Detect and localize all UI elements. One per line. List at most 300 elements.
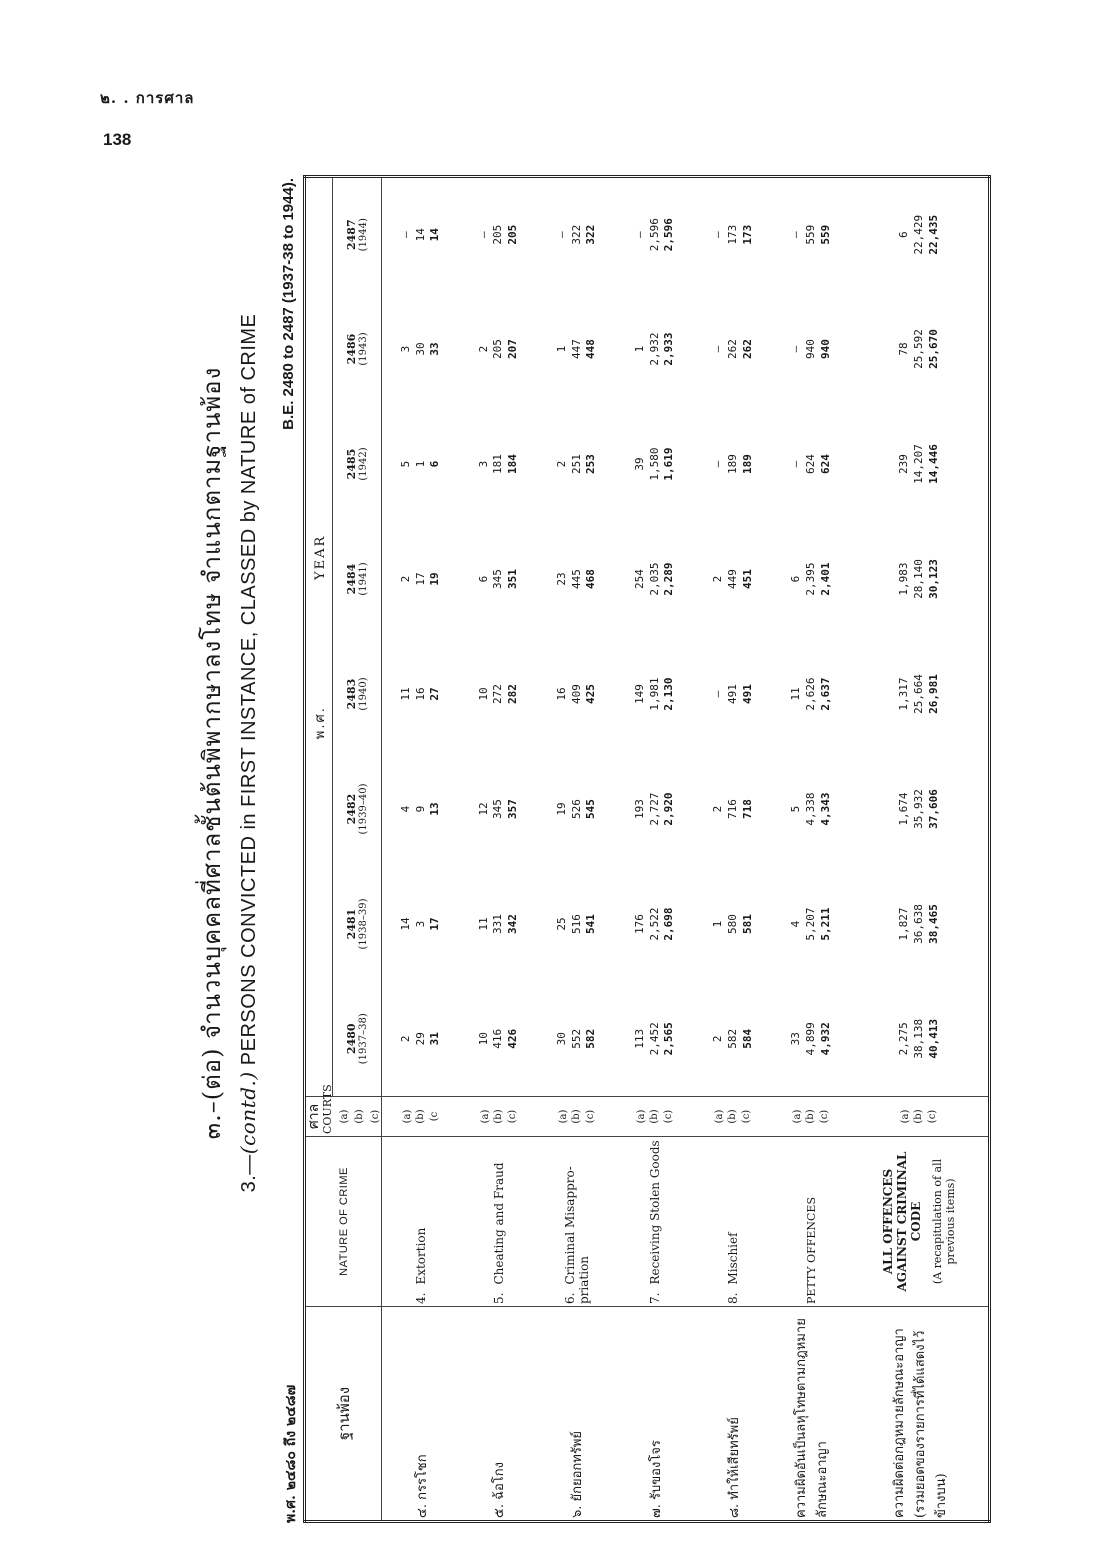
value-b: 2,395 (803, 562, 817, 596)
value-c: 33 (428, 342, 442, 356)
value-c: 718 (740, 799, 754, 819)
value-a: — (398, 231, 412, 239)
value-cell (460, 982, 538, 1097)
row-thai-name (694, 1307, 772, 1522)
header-courts-en: COURTS (321, 1084, 335, 1134)
value-cell (694, 867, 772, 982)
value-a: 25 (554, 917, 568, 931)
thai-name-text: ความผิดอันเป็นลหุโทษตามกฎหมายลักษณะอาญา (794, 1318, 831, 1518)
year-be: 2482 (344, 793, 358, 825)
value-cell (382, 407, 460, 522)
header-courts-a: (a) (338, 1109, 350, 1124)
value-c: 282 (506, 684, 520, 704)
value-b: 447 (569, 339, 583, 359)
value-cell (694, 522, 772, 637)
value-c: 2,401 (818, 562, 832, 596)
value-cell (694, 292, 772, 407)
row-courts (694, 1097, 772, 1137)
value-a: 2,275 (896, 1022, 910, 1056)
value-c: 559 (818, 224, 832, 245)
year-header (333, 752, 382, 867)
row-courts (850, 1097, 990, 1137)
value-b: 322 (569, 224, 583, 245)
value-a: 1,827 (896, 907, 910, 941)
value-b: 14,207 (911, 444, 925, 484)
value-c: 2,698 (662, 907, 676, 941)
value-b: 2,626 (803, 677, 817, 711)
row-english-name (538, 1137, 616, 1307)
value-a: 14 (398, 917, 412, 931)
value-b: 2,522 (647, 907, 661, 941)
value-cell (616, 522, 694, 637)
row-number: 6. (562, 1292, 577, 1304)
value-a: — (476, 231, 490, 239)
value-a: — (554, 231, 568, 239)
value-cell (772, 982, 850, 1097)
thai-name-text: ๗. รับของโจร (648, 1440, 664, 1518)
value-cell (850, 407, 990, 522)
court-label: (b) (727, 1109, 739, 1124)
value-c: 2,289 (662, 562, 676, 596)
row-thai-name (850, 1307, 990, 1522)
value-c: 357 (506, 799, 520, 819)
court-label: (a) (479, 1109, 491, 1124)
rotated-table-page (180, 178, 980, 1523)
value-a: — (788, 460, 802, 468)
year-ce: (1938–39) (357, 898, 369, 950)
value-b: 4,899 (803, 1022, 817, 1056)
value-cell (460, 176, 538, 291)
table-row (538, 176, 616, 1521)
value-b: 582 (725, 1028, 739, 1049)
value-b: 25,592 (911, 329, 925, 369)
value-b: 491 (725, 684, 739, 704)
value-cell (772, 752, 850, 867)
value-b: 1 (413, 460, 427, 468)
value-b: 17 (413, 572, 427, 586)
row-thai-name (772, 1307, 850, 1522)
value-b: 35,932 (911, 789, 925, 829)
year-ce: (1942) (357, 447, 369, 481)
value-c: 37,606 (926, 789, 940, 829)
value-c: 205 (506, 224, 520, 245)
english-name-text: Cheating and Fraud (491, 1162, 506, 1285)
row-english-name (616, 1137, 694, 1307)
value-c: 2,130 (662, 677, 676, 711)
value-cell (460, 637, 538, 752)
value-a: 6 (476, 575, 490, 583)
value-b: 272 (491, 684, 505, 704)
value-c: 189 (740, 454, 754, 474)
value-b: 940 (803, 339, 817, 359)
value-cell (772, 176, 850, 291)
value-a: 10 (476, 1032, 490, 1046)
value-a: 2 (398, 575, 412, 583)
value-c: 2,565 (662, 1022, 676, 1056)
header-courts (305, 1084, 382, 1137)
value-cell (850, 867, 990, 982)
value-c: 184 (506, 454, 520, 474)
thai-note-text: (รวมยอดของรายการที่ได้แสดงไว้ข้างบน) (912, 1330, 949, 1518)
value-cell (694, 982, 772, 1097)
court-label: (a) (713, 1109, 725, 1124)
value-cell (382, 176, 460, 291)
value-a: 33 (788, 1032, 802, 1046)
range-english: B.E. 2480 to 2487 (1937-38 to 1944). (280, 178, 297, 430)
value-cell (538, 176, 616, 291)
value-cell (382, 292, 460, 407)
value-a: 11 (788, 687, 802, 701)
value-c: 173 (740, 224, 754, 245)
row-thai-name (460, 1307, 538, 1522)
value-cell (694, 176, 772, 291)
value-cell (772, 637, 850, 752)
value-b: 25,664 (911, 674, 925, 714)
value-b: 4,338 (803, 792, 817, 826)
value-a: 2 (476, 345, 490, 353)
year-ce: (1939–40) (357, 783, 369, 835)
value-a: 11 (398, 687, 412, 701)
year-header (333, 292, 382, 407)
value-a: 39 (632, 457, 646, 471)
court-label: (a) (557, 1109, 569, 1124)
value-b: 2,452 (647, 1022, 661, 1056)
value-a: 2 (554, 460, 568, 468)
value-c: 624 (818, 454, 832, 474)
year-header (333, 522, 382, 637)
table-row (460, 176, 538, 1521)
value-c: 38,465 (926, 904, 940, 944)
english-note-text: (A recapitulation of all previous items) (931, 1158, 958, 1285)
value-a: 16 (554, 687, 568, 701)
value-b: 3 (413, 920, 427, 928)
court-label: (b) (493, 1109, 505, 1124)
value-b: 516 (569, 914, 583, 934)
value-a: 2 (710, 575, 724, 583)
value-cell (850, 522, 990, 637)
value-c: 2,933 (662, 332, 676, 366)
section-label: ๒. . การศาล (100, 89, 195, 107)
value-b: 559 (803, 224, 817, 245)
value-b: 5,207 (803, 907, 817, 941)
row-number: 5. (491, 1292, 506, 1304)
year-ce: (1937–38) (357, 1013, 369, 1065)
table-row (694, 176, 772, 1521)
value-cell (694, 752, 772, 867)
year-be: 2483 (344, 678, 358, 710)
value-c: 2,596 (662, 218, 676, 252)
header-courts-thai: ศาล (306, 1103, 322, 1130)
court-label: (a) (791, 1109, 803, 1124)
value-cell (616, 867, 694, 982)
value-c: 425 (584, 684, 598, 704)
value-b: 2,035 (647, 562, 661, 596)
court-label: (c) (926, 1109, 938, 1124)
value-cell (850, 292, 990, 407)
year-be: 2485 (344, 448, 358, 480)
thai-name-text: ความผิดต่อกฎหมายลักษณะอาญา (891, 1328, 907, 1518)
value-a: 4 (788, 920, 802, 928)
header-nature-of-crime: NATURE OF CRIME (305, 1137, 382, 1307)
row-courts (616, 1097, 694, 1137)
value-a: 1,674 (896, 792, 910, 826)
value-a: 1 (710, 920, 724, 928)
value-c: 14 (428, 228, 442, 242)
value-c: 30,123 (926, 559, 940, 599)
value-c: 351 (506, 569, 520, 589)
row-english-name (382, 1137, 460, 1307)
title-main: PERSONS CONVICTED in FIRST INSTANCE, CLASSED by NATURE of CRIME (238, 313, 260, 1066)
row-english-name (694, 1137, 772, 1307)
court-label: (c) (506, 1109, 518, 1124)
english-name-text: PETTY OFFENCES (805, 1197, 819, 1304)
value-a: 1 (554, 345, 568, 353)
value-cell (850, 176, 990, 291)
value-a: 78 (896, 342, 910, 356)
english-name-text: Criminal Misappro-priation (562, 1166, 591, 1304)
value-b: 205 (491, 339, 505, 359)
value-b: 189 (725, 454, 739, 474)
value-a: 1 (632, 345, 646, 353)
year-header (333, 982, 382, 1097)
value-b: 624 (803, 454, 817, 474)
value-c: 17 (428, 917, 442, 931)
value-c: 4,932 (818, 1022, 832, 1056)
value-b: 36,638 (911, 904, 925, 944)
title-english (236, 198, 261, 1308)
value-a: 2 (398, 1035, 412, 1043)
value-a: 3 (476, 460, 490, 468)
value-cell (616, 982, 694, 1097)
value-b: 416 (491, 1028, 505, 1049)
table-row (382, 176, 460, 1521)
value-a: — (788, 231, 802, 239)
value-b: 205 (491, 224, 505, 245)
value-a: 12 (476, 802, 490, 816)
year-ce: (1940) (357, 677, 369, 711)
value-cell (850, 752, 990, 867)
value-a: — (632, 231, 646, 239)
row-number: 4. (414, 1292, 429, 1304)
value-b: 2,932 (647, 332, 661, 366)
value-b: 29 (413, 1032, 427, 1046)
value-c: 448 (584, 339, 598, 359)
value-a: 239 (896, 454, 910, 474)
year-ce: (1941) (357, 562, 369, 596)
value-cell (538, 867, 616, 982)
value-b: 580 (725, 914, 739, 934)
year-ce: (1944) (357, 218, 369, 252)
court-label: (b) (649, 1109, 661, 1124)
value-c: 581 (740, 914, 754, 934)
value-cell (382, 522, 460, 637)
value-b: 331 (491, 914, 505, 934)
value-c: 584 (740, 1028, 754, 1049)
header-courts-b: (b) (354, 1109, 366, 1124)
row-thai-name (382, 1307, 460, 1522)
row-english-name (772, 1137, 850, 1307)
thai-name-text: ๕. ฉ้อโกง (492, 1462, 508, 1518)
value-cell (772, 867, 850, 982)
title-contd: (contd.) (236, 1071, 260, 1155)
value-a: 5 (398, 460, 412, 468)
value-c: 13 (428, 802, 442, 816)
value-c: 19 (428, 572, 442, 586)
value-cell (772, 292, 850, 407)
value-a: 176 (632, 914, 646, 934)
value-a: 4 (398, 805, 412, 813)
value-b: 449 (725, 569, 739, 589)
value-cell (382, 867, 460, 982)
page-number: 138 (103, 130, 132, 149)
value-cell (538, 752, 616, 867)
value-a: 30 (554, 1032, 568, 1046)
value-a: 2 (710, 1035, 724, 1043)
court-label: (a) (899, 1109, 911, 1124)
year-be: 2481 (344, 908, 358, 940)
english-name-text: Extortion (414, 1227, 429, 1285)
value-cell (616, 292, 694, 407)
value-cell (460, 407, 538, 522)
value-c: 342 (506, 914, 520, 934)
value-c: 426 (506, 1028, 520, 1049)
value-b: 173 (725, 224, 739, 245)
court-label: (b) (805, 1109, 817, 1124)
value-b: 30 (413, 342, 427, 356)
value-c: 322 (584, 224, 598, 245)
row-english-name (850, 1137, 990, 1307)
value-b: 22,429 (911, 214, 925, 255)
table-row (772, 176, 850, 1521)
value-b: 345 (491, 799, 505, 819)
row-number: 8. (726, 1292, 741, 1304)
value-a: 1,983 (896, 562, 910, 596)
value-c: 40,413 (926, 1018, 940, 1059)
value-c: 582 (584, 1028, 598, 1049)
english-name-text: Receiving Stolen Goods (648, 1140, 662, 1285)
value-c: 2,920 (662, 792, 676, 826)
value-c: 545 (584, 799, 598, 819)
value-a: — (788, 345, 802, 353)
value-c: 27 (428, 687, 442, 701)
value-cell (850, 982, 990, 1097)
header-year-en: YEAR (312, 534, 328, 580)
row-thai-name (616, 1307, 694, 1522)
value-b: 409 (569, 684, 583, 704)
value-a: 5 (788, 805, 802, 813)
year-header (333, 407, 382, 522)
value-cell (538, 292, 616, 407)
value-a: — (710, 690, 724, 698)
value-b: 526 (569, 799, 583, 819)
year-header (333, 867, 382, 982)
value-a: 193 (632, 799, 646, 819)
value-cell (850, 637, 990, 752)
court-label: (c) (740, 1109, 752, 1124)
value-b: 552 (569, 1028, 583, 1049)
header-year (305, 176, 333, 1096)
year-be: 2487 (344, 219, 358, 251)
header-courts-c: (c) (369, 1109, 381, 1124)
header-thai-nature: ฐานพ้อง (305, 1307, 382, 1522)
value-b: 38,138 (911, 1018, 925, 1059)
value-c: 491 (740, 684, 754, 704)
value-c: 6 (428, 460, 442, 468)
value-cell (382, 752, 460, 867)
value-c: 26,981 (926, 674, 940, 714)
value-c: 940 (818, 339, 832, 359)
value-c: 4,343 (818, 792, 832, 826)
english-name-text: ALL OFFENCES AGAINST CRIMINAL CODE (881, 1151, 924, 1292)
value-c: 2,637 (818, 677, 832, 711)
year-be: 2486 (344, 333, 358, 365)
court-label: (c) (662, 1109, 674, 1124)
value-cell (538, 522, 616, 637)
thai-name-text: ๘. ทำให้เสียทรัพย์ (726, 1417, 742, 1518)
value-b: 14 (413, 228, 427, 242)
court-label: (b) (571, 1109, 583, 1124)
value-cell (616, 752, 694, 867)
value-cell (694, 637, 772, 752)
court-label: (b) (415, 1109, 427, 1124)
value-b: 251 (569, 454, 583, 474)
court-label: (a) (635, 1109, 647, 1124)
year-header (333, 637, 382, 752)
value-b: 2,727 (647, 792, 661, 826)
convictions-table (303, 175, 991, 1523)
value-b: 445 (569, 569, 583, 589)
value-b: 16 (413, 687, 427, 701)
value-cell (382, 982, 460, 1097)
value-a: 254 (632, 569, 646, 589)
value-c: 451 (740, 569, 754, 589)
header-year-thai: พ.ศ. (312, 706, 328, 740)
value-a: — (710, 345, 724, 353)
value-a: 149 (632, 684, 646, 704)
court-label: (c (428, 1111, 440, 1122)
value-cell (460, 867, 538, 982)
year-be: 2480 (344, 1023, 358, 1055)
thai-name-text: ๖. ยักยอกทรัพย์ (570, 1430, 586, 1518)
value-c: 541 (584, 914, 598, 934)
value-a: 23 (554, 572, 568, 586)
court-label: (a) (401, 1109, 413, 1124)
value-c: 468 (584, 569, 598, 589)
value-cell (538, 407, 616, 522)
value-c: 25,670 (926, 329, 940, 369)
value-cell (382, 637, 460, 752)
value-a: 6 (788, 575, 802, 583)
court-label: (b) (913, 1109, 925, 1124)
value-b: 2,596 (647, 218, 661, 252)
value-cell (772, 522, 850, 637)
value-a: 3 (398, 345, 412, 353)
value-c: 262 (740, 339, 754, 359)
value-c: 31 (428, 1032, 442, 1046)
value-a: 1,317 (896, 677, 910, 711)
value-cell (538, 637, 616, 752)
value-b: 181 (491, 454, 505, 474)
value-b: 345 (491, 569, 505, 589)
value-a: — (710, 231, 724, 239)
english-name-text: Mischief (726, 1232, 741, 1285)
title-thai: ๓.–(ต่อ) จำนวนบุคคลที่ศาลชั้นต้นพิพากษาลงโทษ จำแนกตามฐานพ้อง (198, 366, 226, 1140)
court-label: (c) (818, 1109, 830, 1124)
value-b: 262 (725, 339, 739, 359)
value-cell (460, 522, 538, 637)
row-thai-name (538, 1307, 616, 1522)
court-label: (c) (584, 1109, 596, 1124)
